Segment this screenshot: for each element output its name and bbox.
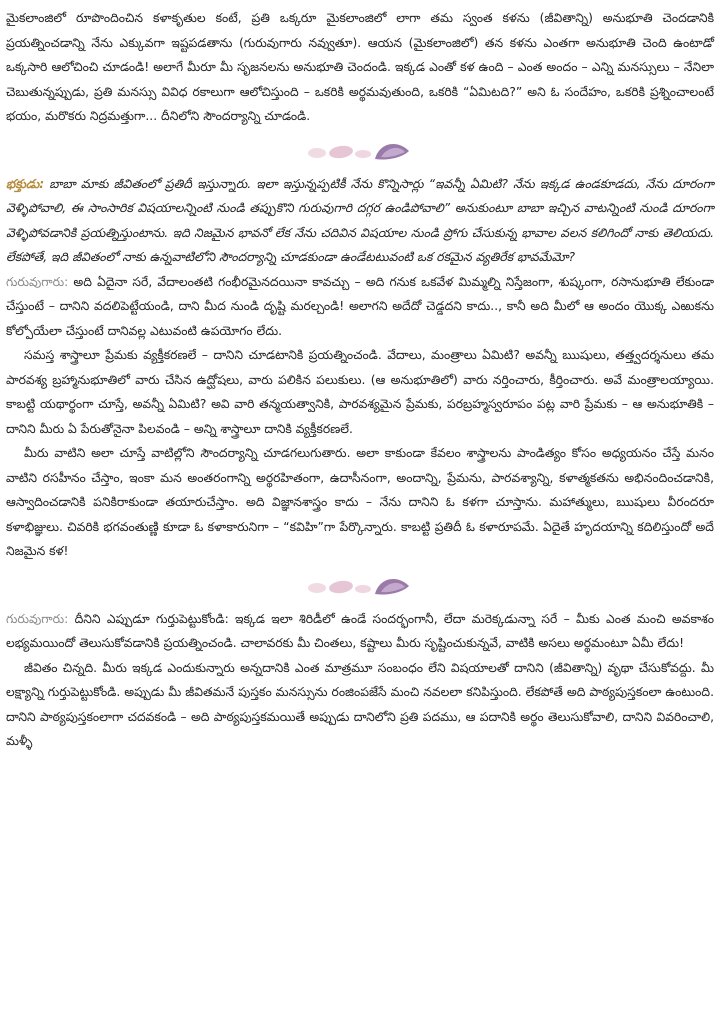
guru-answer-2	[6, 607, 714, 656]
petals-icon	[305, 570, 415, 600]
flower-petals-divider-2	[6, 564, 714, 607]
paragraph-life-short: జీవితం చిన్నది. మీరు ఇక్కడ ఎందుకున్నారు అన్నదానికి ఎంత మాత్రమూ సంబంధం లేని విషయాలతో దానిని (జీవితాన్ని) వృథా చేసుకోవద్దు. మీ లక్ష్యాన్ని గుర్తుపెట్టుకోండి. అప్పుడు మీ జీవితమనే పుస్తకం మనస్సును రంజింపజేసే మంచి నవలలా కనిపిస్తుంది. లేకపోతే అది పాఠ్యపుస్తకంలా ఉంటుంది. దానిని పాఠ్యపుస్తకంలాగా చదవకండి – అది పాఠ్యపుస్తకమయితే అప్పుడు దానిలోని ప్రతి పదము, ఆ పదానికి అర్థం తెలుసుకోవాలి, దానిని వివరించాలి, మళ్ళీ	[6, 660, 714, 748]
petals-icon	[305, 135, 415, 165]
paragraph-shastras: సమస్త శాస్త్రాలూ ప్రేమకు వ్యక్తీకరణలే – దానిని చూడటానికి ప్రయత్నించండి. వేదాలు, మంత్రాలు ఏమిటి? అవన్నీ ఋషులు, తత్త్వదర్శనులు తమ పారవశ్య బ్రహ్మానుభూతిలో వారు చేసిన ఉద్ఘోషలు, వారు పలికిన పలుకులు. (ఆ అనుభూతిలో) వారు నర్తించారు, కీర్తించారు. అవే మంత్రాలయ్యాయి. కాబట్టి యథార్థంగా చూస్తే, అవన్నీ ఏమిటి? అవి వారి తన్మయత్వానికి, పారవశ్యమైన ప్రేమకు, పరబ్రహ్మస్వరూపం పట్ల వారి ప్రేమకు – ఆ అనుభూతికి – దానిని మీరు ఏ పేరుతోనైనా పిలవండి – అన్ని శాస్త్రాలూ దానికి వ్యక్తీకరణలే.	[6, 348, 714, 436]
paragraph-michelangelo: మైకలాంజిలో రూపొందించిన కళాకృతుల కంటే, ప్రతి ఒక్కరూ మైకలాంజిలో లాగా తమ స్వంత కళను (జీవితాన్ని) అనుభూతి చెందడానికి ప్రయత్నించడాన్ని నేను ఎక్కువగా ఇష్టపడతాను (గురువుగారు నవ్వుతూ). ఆయన (మైకలాంజిలో) తన కళను ఎంతగా అనుభూతి చెంది ఉంటాడో ఒక్కసారి ఆలోచించి చూడండి! అలాగే మీరూ మీ సృజనలను అనుభూతి చెందండి. ఇక్కడ ఎంతో కళ ఉంది – ఎంత అందం – ఎన్ని మనస్సులు – నేనిలా చెబుతున్నప్పుడు, ప్రతి మనస్సు వివిధ రకాలుగా ఆలోచిస్తుంది – ఒకరికి అర్థమవుతుంది, ఒకరికి “ఏమిటది?” అని ఓ సందేహం, ఒకరికి ప్రశ్నించాలంటే భయం, మరొకరు నిద్రమత్తుగా... దీనిలోని సౌందర్యాన్ని చూడండి.	[6, 11, 714, 123]
speaker-guru-label: గురువుగారు:	[6, 274, 69, 289]
devotee-question	[6, 172, 714, 270]
paragraph-beauty: మీరు వాటిని అలా చూస్తే వాటిల్లోని సౌందర్యాన్ని చూడగలుగుతారు. అలా కాకుండా కేవలం శాస్త్రాలను పాండిత్యం కోసం అధ్యయనం చేస్తే మనం వాటిని రసహీనం చేస్తాం, ఇంకా మన అంతరంగాన్ని అర్థరహితంగా, ఉదాసీనంగా, అందాన్ని, ప్రేమను, పారవశ్యాన్ని, కళాత్మకతను అభినందించడానికి, ఆస్వాదించడానికి పనికిరాకుండా తయారుచేస్తాం. అది విజ్ఞానశాస్త్రం కాదు – నేను దానిని ఓ కళగా చూస్తాను. మహాత్ములు, ఋషులు వీరందరూ కళాభిజ్ఞులు. చివరికి భగవంతుణ్ణి కూడా ఓ కళాకారునిగా – “కవిహి”గా పేర్కొన్నారు. కాబట్టి ప్రతిదీ ఓ కళారూపమే. ఏదైతే హృదయాన్ని కదిలిస్తుందో అదే నిజమైన కళ!	[6, 446, 715, 558]
speaker-devotee-label: భక్తుడు:	[6, 176, 45, 191]
devotee-question-text: బాబా మాకు జీవితంలో ప్రతిదీ ఇస్తున్నారు. ఇలా ఇస్తున్నప్పటికీ నేను కొన్నిసార్లు “ఇవన్నీ ఏమిటి? నేను ఇక్కడ ఉండకూడదు, నేను దూరంగా వెళ్ళిపోవాలి, ఈ సాంసారిక విషయాలన్నింటి నుండి తప్పుకొని గురువుగారి దగ్గర ఉండిపోవాలి” అనుకుంటూ బాబా ఇచ్చిన వాటన్నింటి నుండి దూరంగా వెళ్ళిపోవడానికి ప్రయత్నిస్తుంటాను. ఇది నిజమైన భావనో లేక నేను చదివిన విషయాల నుండి ప్రోగు చేసుకున్న భావాల వలన కలిగిందో నాకు తెలియదు. లేకపోతే, ఇది జీవితంలో నాకు ఉన్నవాటిలోని సౌందర్యాన్ని చూడకుండా ఉండేటటువంటి ఒక రకమైన వ్యతిరేక భావమేమో?	[6, 176, 714, 264]
speaker-guru-label: గురువుగారు:	[6, 611, 69, 626]
guru-answer-1-text: అది ఏదైనా సరే, వేదాలంతటి గంభీరమైనదయినా కావచ్చు – అది గనుక ఒకవేళ మిమ్మల్ని నిస్తేజంగా, శుష్కంగా, రసానుభూతి లేకుండా చేస్తుంటే – దానిని వదలిపెట్టేయండి, దాని మీద నుండి దృష్టి మరల్చండి! అలాగని అదేదో చెడ్డదని కాదు.., కానీ అది మీలో ఆ అందం యొక్క ఎఱుకను కోల్పోయేలా చేస్తుంటే దానివల్ల ఎటువంటి ఉపయోగం లేదు.	[6, 274, 714, 338]
flower-petals-divider-1	[6, 129, 714, 172]
guru-answer-1	[6, 270, 714, 344]
guru-answer-2-text: దీనిని ఎప్పుడూ గుర్తుపెట్టుకోండి: ఇక్కడ ఇలా శిరిడీలో ఉండే సందర్భంగానీ, లేదా మరెక్కడున్నా సరే – మీకు ఎంత మంచి అవకాశం లభ్యమయిందో తెలుసుకోవడానికి ప్రయత్నించండి. చాలావరకు మీ చింతలు, కష్టాలు మీరు సృష్టించుకున్నవే, వాటికి అసలు అర్థమంటూ ఏమీ లేదు!	[6, 611, 714, 650]
